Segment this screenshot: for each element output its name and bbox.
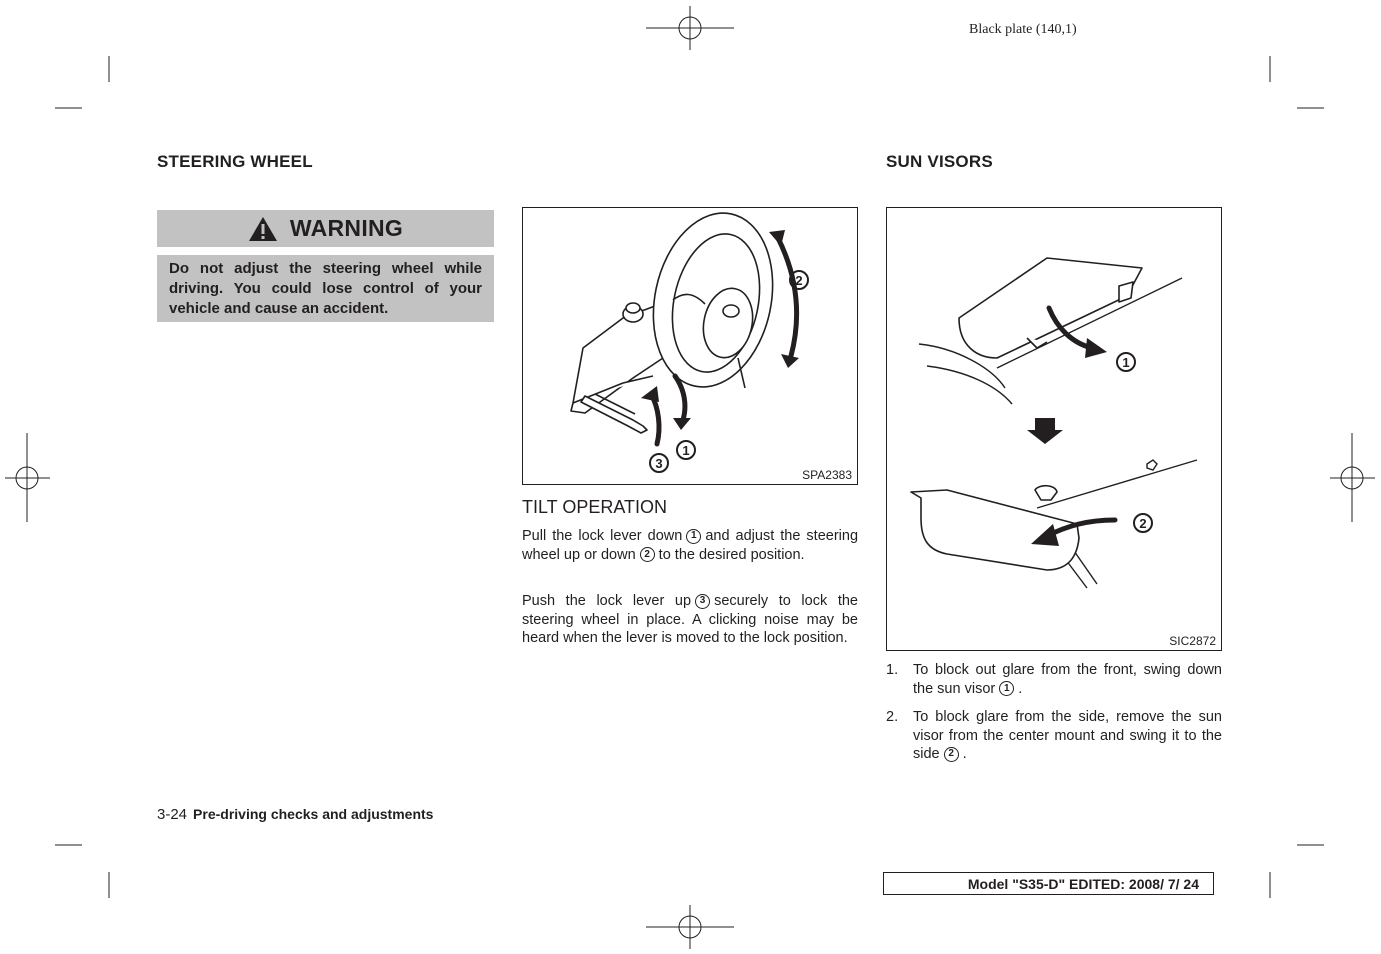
footer-section: Pre-driving checks and adjustments: [193, 806, 434, 822]
p1-text-b: and adjust the steering wheel up or down: [522, 528, 859, 563]
page-footer: [157, 806, 433, 823]
visor-ref-1: 1: [999, 681, 1014, 696]
steering-tilt-figure: [522, 207, 858, 485]
list-text-2: To block glare from the side, remove the sun visor from the center mount and swing it to the side: [913, 709, 1222, 762]
ref-3: 3: [695, 594, 710, 609]
p1-text-c: to the desired position.: [658, 546, 805, 563]
list-marker-1: 1.: [886, 662, 899, 678]
ref-2: 2: [640, 547, 655, 562]
warning-triangle-icon: [248, 216, 278, 242]
tilt-paragraph-2: [522, 592, 858, 648]
tilt-operation-heading: TILT OPERATION: [522, 497, 668, 517]
list-marker-2: 2.: [886, 709, 899, 725]
list-end-2: .: [962, 746, 967, 762]
plate-label: Black plate (140,1): [969, 22, 1077, 37]
ref-1: 1: [686, 529, 701, 544]
sun-visor-illustration: [887, 208, 1221, 650]
warning-text: Do not adjust the steering wheel while driving. You could lose control of your vehicle and cause an accident.: [157, 255, 494, 322]
p2-text-b: securely to lock the steering wheel in place. A clicking noise may be heard when the lever is moved to the lock position.: [522, 593, 858, 646]
sun-visors-title: SUN VISORS: [886, 152, 993, 171]
list-end-1: .: [1018, 680, 1023, 697]
callout-1: 1: [682, 443, 690, 458]
visor-callout-2: 2: [1139, 516, 1147, 531]
visor-callout-1: 1: [1122, 355, 1130, 370]
page-number: 3-24: [157, 806, 188, 823]
visor-figure-code: SIC2872: [1169, 634, 1216, 648]
callout-3: 3: [655, 456, 663, 471]
p1-text-a: Pull the lock lever down: [522, 528, 683, 544]
visor-list-item-2: [886, 708, 1222, 764]
down-arrow-icon: [1027, 418, 1063, 444]
p2-text-a: Push the lock lever up: [522, 593, 692, 609]
sun-visor-figure: [886, 207, 1222, 651]
warning-header: [157, 210, 494, 247]
list-text-1: To block out glare from the front, swing down the sun visor: [913, 662, 1222, 697]
visor-ref-2: 2: [944, 747, 959, 762]
warning-label: WARNING: [289, 215, 404, 241]
visor-list-item-1: [886, 661, 1222, 698]
model-edited-box: Model "S35-D" EDITED: 2008/ 7/ 24: [883, 872, 1214, 895]
callout-2: 2: [795, 273, 803, 288]
figure-code: SPA2383: [802, 468, 852, 482]
steering-wheel-title: STEERING WHEEL: [157, 152, 313, 171]
tilt-paragraph-1: [522, 527, 858, 564]
steering-wheel-illustration: [523, 208, 857, 484]
